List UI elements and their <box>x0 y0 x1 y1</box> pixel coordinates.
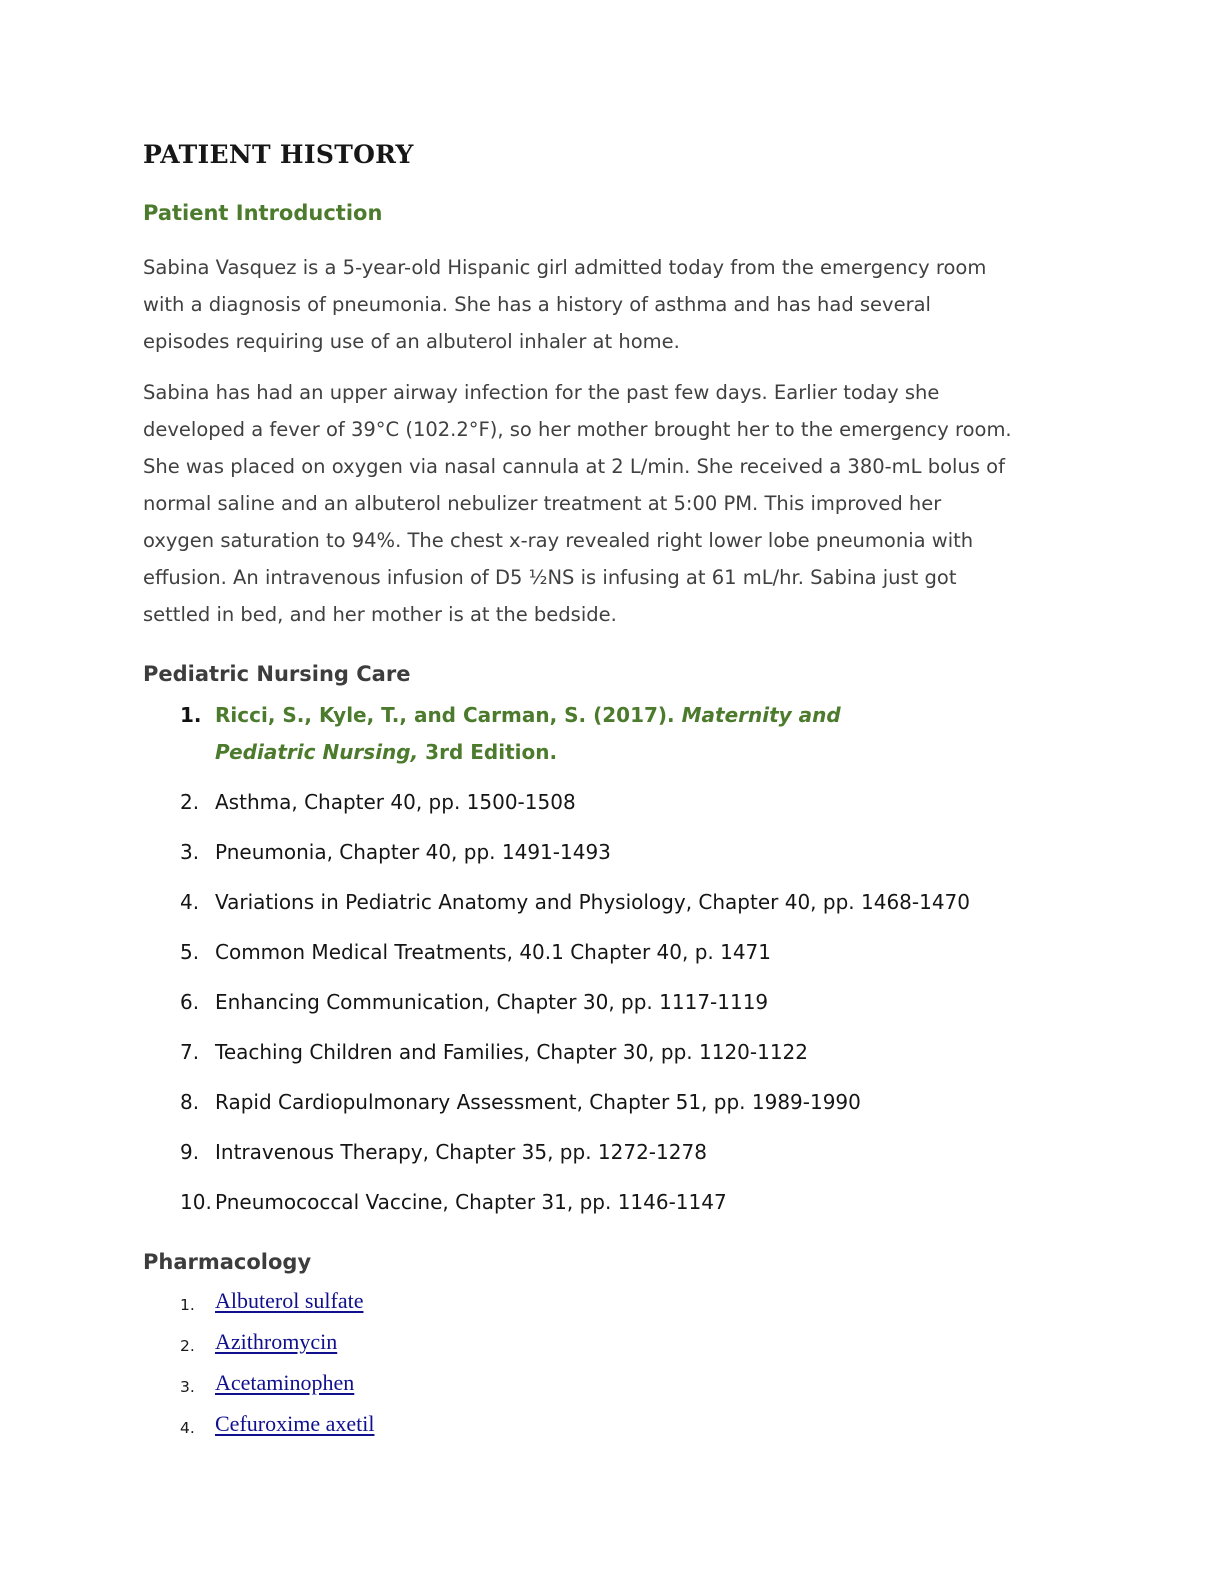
pharmacology-list-item <box>180 1369 1081 1401</box>
nursing-list-item <box>180 984 1081 1021</box>
list-marker: 4. <box>180 890 200 914</box>
text-line: developed a fever of 39°C (102.2°F), so her mother brought her to the emergency room. <box>143 418 1012 441</box>
text-line: normal saline and an albuterol nebulizer treatment at 5:00 PM. This improved her <box>143 492 942 515</box>
list-item-text: Pneumococcal Vaccine, Chapter 31, pp. 1146-1147 <box>215 1190 727 1214</box>
list-marker: 3. <box>180 840 200 864</box>
list-marker: 10. <box>180 1190 212 1214</box>
reference-book-title-part2: Pediatric Nursing, <box>215 740 426 764</box>
section-heading-patient-introduction: Patient Introduction <box>143 201 383 225</box>
pharmacology-list <box>143 1287 1081 1442</box>
list-marker: 8. <box>180 1090 200 1114</box>
list-marker: 1. <box>180 703 202 727</box>
nursing-list-item <box>180 1084 1081 1121</box>
nursing-care-list <box>143 697 1081 1221</box>
reference-book-title-part1: Maternity and <box>681 703 841 727</box>
text-line: settled in bed, and her mother is at the bedside. <box>143 603 617 626</box>
list-item-text: Asthma, Chapter 40, pp. 1500-1508 <box>215 790 576 814</box>
nursing-list-item <box>180 834 1081 871</box>
reference-citation: Ricci, S., Kyle, T., and Carman, S. (2017). <box>215 703 682 727</box>
list-marker: 1. <box>180 1296 195 1314</box>
text-line: effusion. An intravenous infusion of D5 ½NS is infusing at 61 mL/hr. Sabina just got <box>143 566 957 589</box>
nursing-list-item <box>180 934 1081 971</box>
list-marker: 5. <box>180 940 200 964</box>
section-heading-pharmacology: Pharmacology <box>143 1250 312 1274</box>
list-marker: 2. <box>180 1337 195 1355</box>
reference-edition: 3rd Edition. <box>425 740 558 764</box>
nursing-reference-item <box>180 697 1081 771</box>
list-item-text: Intravenous Therapy, Chapter 35, pp. 1272-1278 <box>215 1140 707 1164</box>
text-line: Sabina Vasquez is a 5-year-old Hispanic girl admitted today from the emergency room <box>143 256 987 279</box>
reference-text <box>215 697 841 771</box>
list-item-text: Common Medical Treatments, 40.1 Chapter 40, p. 1471 <box>215 940 771 964</box>
nursing-list-item <box>180 784 1081 821</box>
text-line: oxygen saturation to 94%. The chest x-ray revealed right lower lobe pneumonia with <box>143 529 974 552</box>
text-line: She was placed on oxygen via nasal cannula at 2 L/min. She received a 380-mL bolus of <box>143 455 1005 478</box>
list-item-text: Enhancing Communication, Chapter 30, pp. 1117-1119 <box>215 990 769 1014</box>
drug-link-acetaminophen[interactable]: Acetaminophen <box>215 1370 355 1395</box>
list-marker: 6. <box>180 990 200 1014</box>
list-item-text: Rapid Cardiopulmonary Assessment, Chapter 51, pp. 1989-1990 <box>215 1090 861 1114</box>
section-heading-pediatric-nursing-care: Pediatric Nursing Care <box>143 662 411 686</box>
text-line: Sabina has had an upper airway infection for the past few days. Earlier today she <box>143 381 940 404</box>
pharmacology-list-item <box>180 1287 1081 1319</box>
drug-link-cefuroxime-axetil[interactable]: Cefuroxime axetil <box>215 1411 375 1436</box>
list-item-text: Pneumonia, Chapter 40, pp. 1491-1493 <box>215 840 611 864</box>
list-item-text: Variations in Pediatric Anatomy and Physiology, Chapter 40, pp. 1468-1470 <box>215 890 971 914</box>
nursing-list-item <box>180 1034 1081 1071</box>
nursing-list-item <box>180 1184 1081 1221</box>
list-marker: 4. <box>180 1419 195 1437</box>
list-marker: 2. <box>180 790 200 814</box>
nursing-list-item <box>180 1134 1081 1171</box>
pharmacology-list-item <box>180 1328 1081 1360</box>
drug-link-albuterol-sulfate[interactable]: Albuterol sulfate <box>215 1288 364 1313</box>
drug-link-azithromycin[interactable]: Azithromycin <box>215 1329 338 1354</box>
nursing-list-item <box>180 884 1081 921</box>
list-marker: 7. <box>180 1040 200 1064</box>
paragraph-history-details <box>143 374 1081 633</box>
list-marker: 3. <box>180 1378 195 1396</box>
list-marker: 9. <box>180 1140 200 1164</box>
text-line: with a diagnosis of pneumonia. She has a history of asthma and has had several <box>143 293 931 316</box>
list-item-text: Teaching Children and Families, Chapter 30, pp. 1120-1122 <box>215 1040 809 1064</box>
paragraph-patient-summary <box>143 249 1081 360</box>
page-title: PATIENT HISTORY <box>143 140 414 169</box>
text-line: episodes requiring use of an albuterol inhaler at home. <box>143 330 680 353</box>
pharmacology-list-item <box>180 1410 1081 1442</box>
